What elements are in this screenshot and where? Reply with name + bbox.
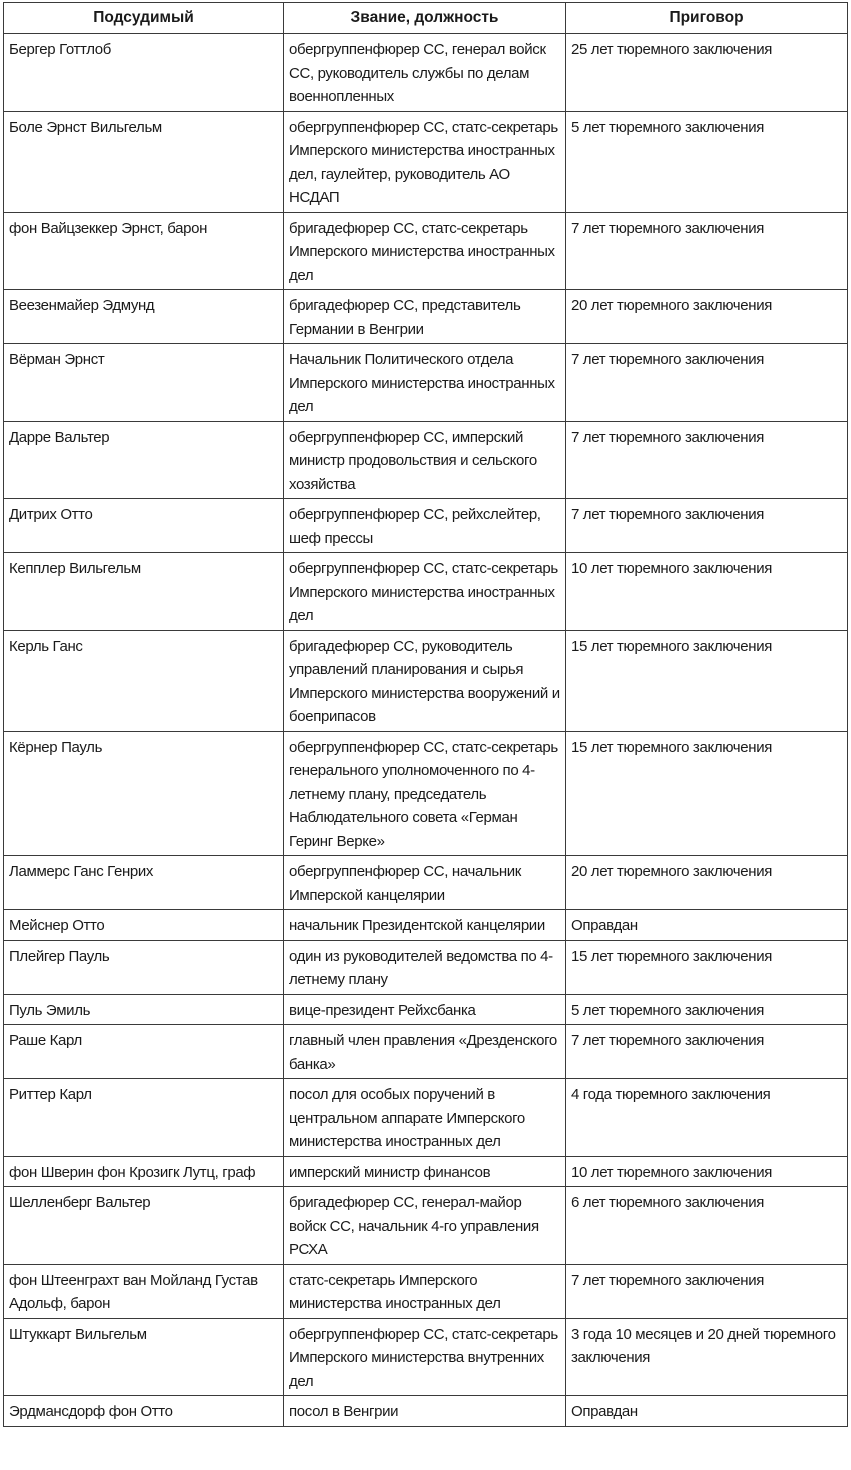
- defendant-sentence: 7 лет тюремного заключения: [566, 1025, 848, 1079]
- table-row: [4, 34, 848, 112]
- defendant-sentence: 7 лет тюремного заключения: [566, 344, 848, 422]
- table-header-row: [4, 3, 848, 34]
- defendant-rank: посол в Венгрии: [284, 1396, 566, 1427]
- defendant-rank: обергруппенфюрер СС, статс-секретарь Имперского министерства внутренних дел: [284, 1318, 566, 1396]
- defendant-sentence: 20 лет тюремного заключения: [566, 290, 848, 344]
- table-row: [4, 994, 848, 1025]
- table-row: [4, 1079, 848, 1157]
- defendant-name: фон Вайцзеккер Эрнст, барон: [4, 212, 284, 290]
- table-row: [4, 940, 848, 994]
- defendant-name: Шелленберг Вальтер: [4, 1187, 284, 1265]
- table-row: [4, 731, 848, 856]
- defendant-name: Пуль Эмиль: [4, 994, 284, 1025]
- defendant-name: фон Шверин фон Крозигк Лутц, граф: [4, 1156, 284, 1187]
- table-row: [4, 1025, 848, 1079]
- defendant-sentence: 5 лет тюремного заключения: [566, 111, 848, 212]
- defendant-sentence: 20 лет тюремного заключения: [566, 856, 848, 910]
- defendant-rank: статс-секретарь Имперского министерства иностранных дел: [284, 1264, 566, 1318]
- defendant-name: Кепплер Вильгельм: [4, 553, 284, 631]
- defendant-name: Кёрнер Пауль: [4, 731, 284, 856]
- table-row: [4, 1396, 848, 1427]
- defendant-name: Эрдмансдорф фон Отто: [4, 1396, 284, 1427]
- defendant-rank: обергруппенфюрер СС, статс-секретарь Имперского министерства иностранных дел: [284, 553, 566, 631]
- defendant-sentence: 15 лет тюремного заключения: [566, 630, 848, 731]
- table-row: [4, 630, 848, 731]
- defendant-sentence: 4 года тюремного заключения: [566, 1079, 848, 1157]
- defendant-name: Штуккарт Вильгельм: [4, 1318, 284, 1396]
- header-sentence: Приговор: [566, 3, 848, 34]
- defendant-rank: бригадефюрер СС, статс-секретарь Имперского министерства иностранных дел: [284, 212, 566, 290]
- defendant-sentence: 6 лет тюремного заключения: [566, 1187, 848, 1265]
- defendant-name: Дитрих Отто: [4, 499, 284, 553]
- defendant-rank: обергруппенфюрер СС, начальник Имперской канцелярии: [284, 856, 566, 910]
- defendant-rank: обергруппенфюрер СС, рейхслейтер, шеф прессы: [284, 499, 566, 553]
- defendant-sentence: Оправдан: [566, 910, 848, 941]
- defendant-sentence: 15 лет тюремного заключения: [566, 731, 848, 856]
- table-row: [4, 553, 848, 631]
- table-row: [4, 1264, 848, 1318]
- defendant-rank: обергруппенфюрер СС, статс-секретарь генерального уполномоченного по 4-летнему плану, председатель Наблюдательного совета «Герман Геринг Верке»: [284, 731, 566, 856]
- defendant-sentence: 25 лет тюремного заключения: [566, 34, 848, 112]
- defendant-name: Риттер Карл: [4, 1079, 284, 1157]
- defendant-sentence: 7 лет тюремного заключения: [566, 212, 848, 290]
- defendant-sentence: 3 года 10 месяцев и 20 дней тюремного заключения: [566, 1318, 848, 1396]
- table-row: [4, 499, 848, 553]
- defendant-rank: посол для особых поручений в центральном аппарате Имперского министерства иностранных дел: [284, 1079, 566, 1157]
- table-row: [4, 290, 848, 344]
- table-row: [4, 111, 848, 212]
- defendant-rank: вице-президент Рейхсбанка: [284, 994, 566, 1025]
- defendant-name: Мейснер Отто: [4, 910, 284, 941]
- table-row: [4, 1156, 848, 1187]
- defendant-sentence: 15 лет тюремного заключения: [566, 940, 848, 994]
- table-row: [4, 910, 848, 941]
- verdicts-table: [3, 2, 848, 1427]
- table-row: [4, 344, 848, 422]
- defendant-name: Веезенмайер Эдмунд: [4, 290, 284, 344]
- table-row: [4, 1187, 848, 1265]
- defendant-sentence: 10 лет тюремного заключения: [566, 553, 848, 631]
- defendant-sentence: Оправдан: [566, 1396, 848, 1427]
- defendant-rank: бригадефюрер СС, представитель Германии в Венгрии: [284, 290, 566, 344]
- defendant-sentence: 7 лет тюремного заключения: [566, 421, 848, 499]
- defendant-name: Керль Ганс: [4, 630, 284, 731]
- defendant-rank: обергруппенфюрер СС, имперский министр продовольствия и сельского хозяйства: [284, 421, 566, 499]
- defendant-rank: обергруппенфюрер СС, генерал войск СС, руководитель службы по делам военнопленных: [284, 34, 566, 112]
- header-rank-position: Звание, должность: [284, 3, 566, 34]
- table-row: [4, 212, 848, 290]
- defendant-sentence: 7 лет тюремного заключения: [566, 499, 848, 553]
- defendant-name: Вёрман Эрнст: [4, 344, 284, 422]
- defendant-rank: бригадефюрер СС, руководитель управлений планирования и сырья Имперского министерства вооружений и боеприпасов: [284, 630, 566, 731]
- defendant-name: Раше Карл: [4, 1025, 284, 1079]
- defendant-rank: начальник Президентской канцелярии: [284, 910, 566, 941]
- defendant-name: Дарре Вальтер: [4, 421, 284, 499]
- table-row: [4, 1318, 848, 1396]
- defendant-sentence: 5 лет тюремного заключения: [566, 994, 848, 1025]
- defendant-name: Ламмерс Ганс Генрих: [4, 856, 284, 910]
- defendant-name: Боле Эрнст Вильгельм: [4, 111, 284, 212]
- defendant-rank: главный член правления «Дрезденского банка»: [284, 1025, 566, 1079]
- defendant-rank: один из руководителей ведомства по 4-летнему плану: [284, 940, 566, 994]
- defendant-name: Плейгер Пауль: [4, 940, 284, 994]
- header-defendant: Подсудимый: [4, 3, 284, 34]
- defendant-rank: бригадефюрер СС, генерал-майор войск СС, начальник 4-го управления РСХА: [284, 1187, 566, 1265]
- defendant-sentence: 10 лет тюремного заключения: [566, 1156, 848, 1187]
- defendant-name: Бергер Готтлоб: [4, 34, 284, 112]
- defendant-sentence: 7 лет тюремного заключения: [566, 1264, 848, 1318]
- defendant-rank: обергруппенфюрер СС, статс-секретарь Имперского министерства иностранных дел, гаулейтер, руководитель АО НСДАП: [284, 111, 566, 212]
- defendant-name: фон Штеенграхт ван Мойланд Густав Адольф, барон: [4, 1264, 284, 1318]
- table-row: [4, 421, 848, 499]
- table-row: [4, 856, 848, 910]
- defendant-rank: имперский министр финансов: [284, 1156, 566, 1187]
- defendant-rank: Начальник Политического отдела Имперского министерства иностранных дел: [284, 344, 566, 422]
